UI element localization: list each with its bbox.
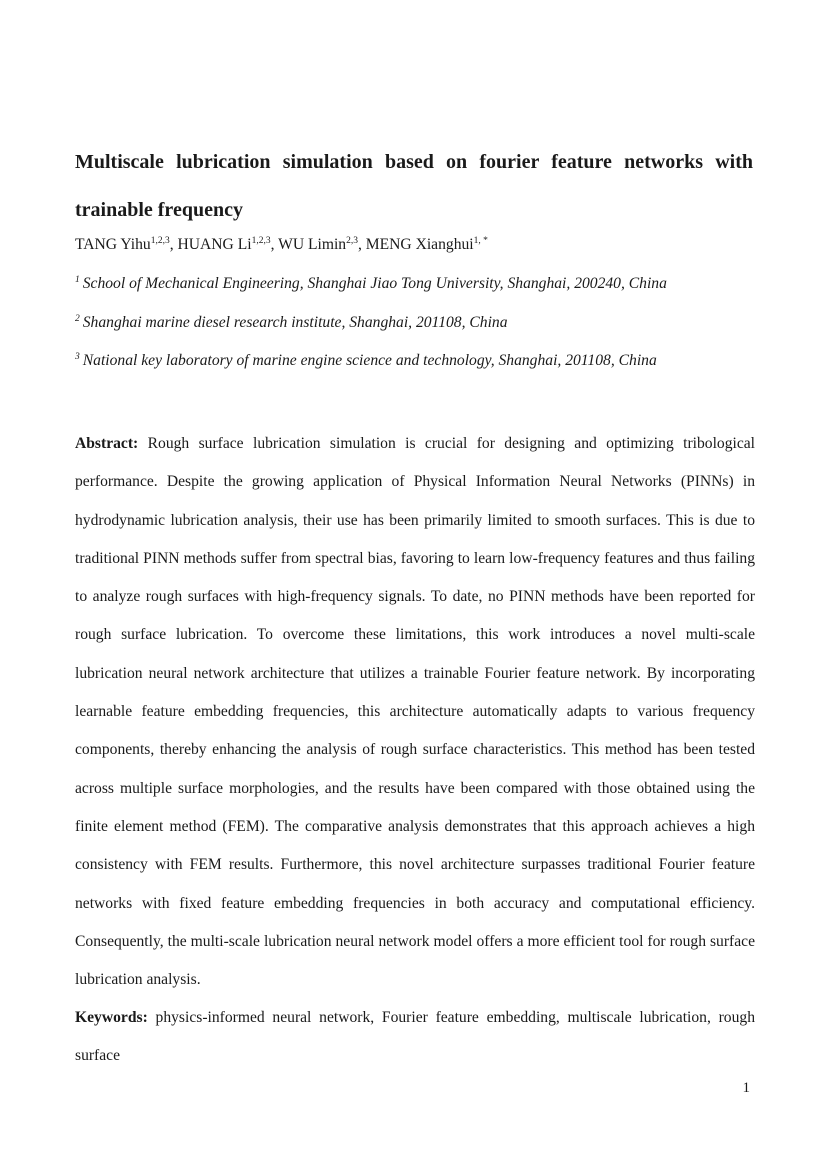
author-affiliation-marker: 2,3 (346, 236, 358, 246)
affiliation-1 (75, 272, 755, 296)
author-separator: , (357, 236, 366, 253)
author-affiliation-marker: 1,2,3 (150, 236, 170, 246)
author-affiliation-marker: 1, * (473, 236, 488, 246)
affiliation-number: 2 (75, 314, 80, 324)
affiliation-text: Shanghai marine diesel research institute, Shanghai, 201108, China (82, 314, 508, 331)
page-number: 1 (742, 1080, 750, 1096)
keywords-label: Keywords: (75, 1009, 148, 1026)
author-affiliation-marker: 1,2,3 (251, 236, 271, 246)
abstract-label: Abstract: (75, 435, 139, 452)
affiliation-number: 3 (75, 352, 80, 362)
keywords (75, 999, 755, 1076)
author-name: MENG Xianghui (365, 236, 474, 253)
author-list (75, 233, 755, 257)
abstract-text: Rough surface lubrication simulation is crucial for designing and optimizing tribological performance. Despite the growing application of Physical Information Neural Networks (PINNs) in hydrodynamic lubrication analysis, their use has been primarily limited to smooth surfaces. This is due to traditional PINN methods suffer from spectral bias, favoring to learn low-frequency features and thus failing to analyze rough surfaces with high-frequency signals. To date, no PINN methods have been reported for rough surface lubrication. To overcome these limitations, this work introduces a novel multi-scale lubrication neural network architecture that utilizes a trainable Fourier feature network. By incorporating learnable feature embedding frequencies, this architecture automatically adapts to various frequency components, thereby enhancing the analysis of rough surface characteristics. This method has been tested across multiple surface morphologies, and the results have been compared with those obtained using the finite element method (FEM). The comparative analysis demonstrates that this approach achieves a high consistency with FEM results. Furthermore, this novel architecture surpasses traditional Fourier feature networks with fixed feature embedding frequencies in both accuracy and computational efficiency. Consequently, the multi-scale lubrication neural network model offers a more efficient tool for rough surface lubrication analysis. (75, 435, 756, 989)
affiliation-2 (75, 311, 755, 335)
author-name: HUANG Li (177, 236, 252, 253)
keywords-text: physics-informed neural network, Fourier feature embedding, multiscale lubrication, rough surface (75, 1009, 755, 1065)
affiliation-3 (75, 349, 755, 373)
abstract (75, 425, 755, 999)
author-separator: , (270, 236, 279, 253)
affiliation-number: 1 (75, 275, 80, 285)
affiliation-text: National key laboratory of marine engine science and technology, Shanghai, 201108, China (82, 352, 657, 369)
author-name: WU Limin (278, 236, 347, 253)
affiliation-text: School of Mechanical Engineering, Shanghai Jiao Tong University, Shanghai, 200240, China (82, 275, 667, 292)
author-separator: , (169, 236, 178, 253)
paper-title: Multiscale lubrication simulation based on fourier feature networks with trainable frequency (75, 151, 753, 221)
author-name: TANG Yihu (75, 236, 151, 253)
